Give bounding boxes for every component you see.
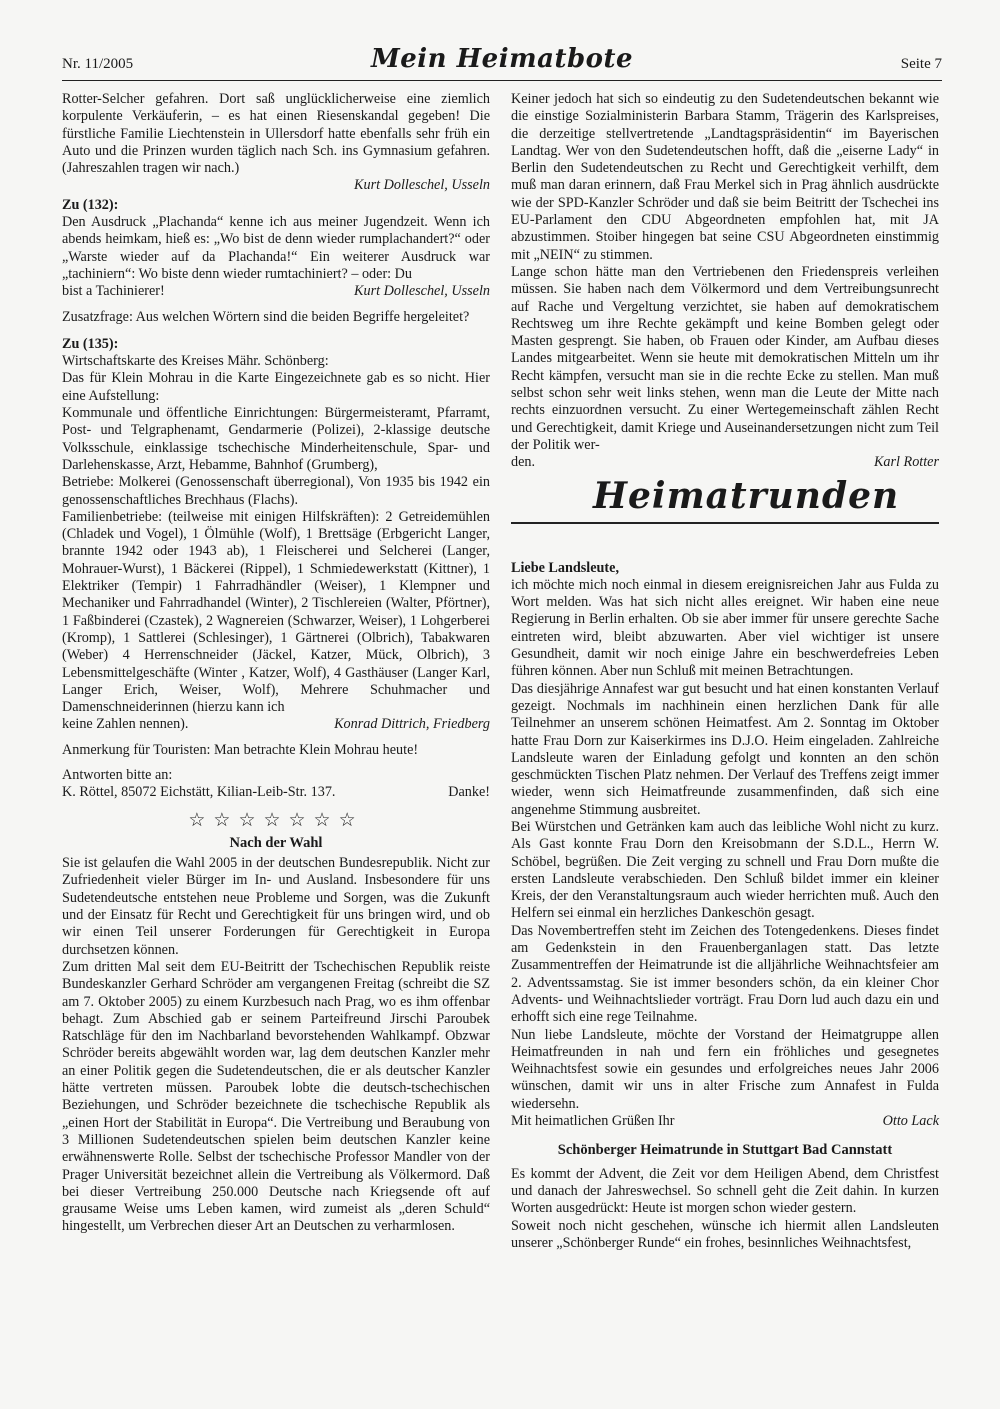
paragraph: Rotter-Selcher gefahren. Dort saß unglücklicherweise eine ziemlich korpulente Verkäuferin, – es hat einen Riesenskandal gegeben! Die fürstliche Familie Liechtenstein in Ullersdorf hatte ebenfalls sehr früh ein Auto und die Prinzen wurden täglich nach Sch. ins Gymnasium gefahren. (Jahreszahlen tragen wir nach.) xyxy=(62,91,490,177)
paragraph: Kommunale und öffentliche Einrichtungen: Bürgermeisteramt, Pfarramt, Post- und Telgraphenamt, Gendarmerie (Polizei), 2-klassige deutsche Volksschule, einklassige tschechische Minderheitenschule, Spar- und Darlehenskasse, Arzt, Hebamme, Bahnhof (Grumberg), xyxy=(62,405,490,473)
paragraph: Anmerkung für Touristen: Man betrachte Klein Mohrau heute! xyxy=(62,741,419,758)
right-column xyxy=(511,91,939,1252)
signature-row xyxy=(62,283,490,300)
page-header xyxy=(62,44,942,84)
paragraph: Bei Würstchen und Getränken kam auch das leibliche Wohl nicht zu kurz. Als Gast konnte Frau Dorn den Kreisobmann der S.D.L., Herrn W. Schöbel, begrüßen. Die Zeit verging zu schnell und Frau Dorn mußte die ersten Landsleute verabschieden. Den Schluß bildet immer ein kleiner Kreis, der den Veranstaltungsraum auch wieder herrichten muß. Auch den Helfern sei einmal ein herzliches Dankeschön gesagt. xyxy=(511,818,939,922)
paragraph: Den Ausdruck „Plachanda“ kenne ich aus meiner Jugendzeit. Wenn ich abends heimkam, hieß es: „Wo bist de denn wieder rumplachandert?“ oder „Warste wieder auf da Plachanda!“ Ein weiterer Ausdruck war „tachiniern“: Wo biste denn wieder rumtachiniert? – oder: Du xyxy=(62,214,490,282)
banner-title: Heimatrunden xyxy=(593,474,900,517)
issue-number: Nr. 11/2005 xyxy=(62,56,134,72)
left-column xyxy=(62,91,490,1236)
paragraph: Antworten bitte an: xyxy=(62,766,173,783)
paragraph-end: keine Zahlen nennen). xyxy=(62,716,189,733)
article-title: Schönberger Heimatrunde in Stuttgart Bad Cannstatt xyxy=(557,1142,893,1159)
header-rule xyxy=(62,80,942,81)
paragraph: Es kommt der Advent, die Zeit vor dem Heiligen Abend, dem Christfest und danach der Jahreswechsel. So schnell geht die Zeit dahin. In kurzen Worten ausgedrückt: Heute ist morgen schon wieder gestern. xyxy=(511,1165,939,1217)
signature-row xyxy=(511,1113,939,1130)
section-banner xyxy=(511,474,939,546)
paragraph: Lange schon hätte man den Vertriebenen den Friedenspreis verleihen müssen. Sie haben nach dem Völkermord und dem Vertreibungsunrecht auf Rache und Vergeltung verzichtet, sie haben auf demokratischem Rechtsweg um ihre Rechte gekämpft und keine Bomben gelegt oder Masten gesprengt. Sie haben, ob Frauen oder Kinder, am Aufbau dieses Landes mitgearbeitet. Wenn sie heute mit demokratischen Mitteln um ihr Recht kämpfen, versucht man sie in die rechte Ecke zu stellen. Man muß selbst schon sehr weit links stehen, wenn man die Leute der Mitte nach rechts einzuordnen versucht. Zu einer Wertegemeinschaft zählen Recht und Gerechtigkeit, damit Kriege und Auseinandersetzungen nicht zum Teil der Politik wer- xyxy=(511,263,939,453)
paragraph: Keiner jedoch hat sich so eindeutig zu den Sudetendeutschen bekannt wie die einstige Sozialministerin Barbara Stamm, Trägerin des Karlspreises, die derzeitige stellvertretende „Landtagspräsidentin“ im Bayerischen Landtag. Wer von den Sudetendeutschen hofft, daß die „eiserne Lady“ in Berlin den Sudetendeutschen zu Recht und Gerechtigkeit verhilft, dem muß man daran erinnern, daß Frau Merkel sich in Prag ähnlich ausdrückte wie der SPD-Kanzler Schröder und daß sie beim Beitritt der Tschechei ins EU-Parlament den CDU Abgeordneten empfohlen hat, mit JA abzustimmen. Stoiber hingegen bat seine CSU Abgeordneten einstimmig mit „NEIN“ zu stimmen. xyxy=(511,91,939,263)
signature-row xyxy=(511,454,939,471)
paragraph: Zusatzfrage: Aus welchen Wörtern sind die beiden Begriffe hergeleitet? xyxy=(62,308,470,325)
star-divider: ☆☆☆☆☆☆☆ xyxy=(188,809,364,831)
closing: Mit heimatlichen Grüßen Ihr xyxy=(511,1113,675,1130)
section-heading: Zu (132): xyxy=(62,196,119,213)
signature: Kurt Dolleschel, Usseln xyxy=(354,177,490,194)
paragraph: Wirtschaftskarte des Kreises Mähr. Schönberg: xyxy=(62,353,329,370)
paragraph: Soweit noch nicht geschehen, wünsche ich hiermit allen Landsleuten unserer „Schönberger Runde“ ein frohes, besinnliches Weihnachtsfest, xyxy=(511,1217,939,1251)
paragraph: Betriebe: Molkerei (Genossenschaft überregional), Von 1935 bis 1942 ein genossenschaftliches Brechhaus (Flachs). xyxy=(62,474,490,508)
paragraph: Das Novembertreffen steht im Zeichen des Totengedenkens. Dieses findet am Gedenkstein in den Frauenberganlagen statt. Das letzte Zusammentreffen der Heimatrunde ist die alljährliche Weihnachtsfeier am 2. Adventssamstag. Sie ist immer besonders schön, da ein kleiner Chor Advents- und Weihnachtslieder vorträgt. Frau Dorn lud auch dazu ein und erhofft sich eine rege Teilnahme. xyxy=(511,922,939,1026)
address: K. Röttel, 85072 Eichstätt, Kilian-Leib-Str. 137. xyxy=(62,784,336,801)
paragraph-end: bist a Tachinierer! xyxy=(62,283,165,300)
page-number: Seite 7 xyxy=(900,56,942,72)
paragraph: Familienbetriebe: (teilweise mit einigen Hilfskräften): 2 Getreidemühlen (Chladek und Vogel), 1 Ölmühle (Wolf), 1 Brettsäge (Erbgericht Langer, brannte 1942 oder 1943 ab), 1 Fleischerei und Selcherei (Langer, Mohrauer-Wurst), 1 Bäckerei (Rippel), 1 Schmiedewerkstatt (Kittner), 1 Elektriker (Tempir) 1 Fahrradhändler (Weiser), 1 Klempner und Mechaniker und Fahrradhandel (Winter), 2 Tischlereien (Walter, Pförtner), 1 Faßbinderei (Czastek), 2 Wagnereien (Schwarzer, Weiser), 1 Lohgerberei (Kromp), 1 Sattlerei (Schlesinger), 1 Gärtnerei (Olbrich), Tabakwaren (Weber) 4 Herrenschneider (Jäckel, Katzer, Mück, Olbrich), 3 Lebensmittelgeschäfte (Winter , Katzer, Wolf), 4 Gasthäuser (Langer Karl, Langer Erich, Weiser, Wolf), Mehrere Schuhmacher und Damenschneiderinnen (hierzu kann ich xyxy=(62,508,490,716)
signature: Karl Rotter xyxy=(873,454,939,471)
paragraph-end: den. xyxy=(511,454,536,471)
thanks: Danke! xyxy=(448,784,490,801)
signature: Konrad Dittrich, Friedberg xyxy=(334,716,490,733)
banner-rule xyxy=(511,522,939,524)
paragraph: Zum dritten Mal seit dem EU-Beitritt der Tschechischen Republik reiste Bundeskanzler Gerhard Schröder am vergangenen Freitag (schreibt die SZ am 7. Oktober 2005) zu einem Kurzbesuch nach Prag, wo es ihm offenbar behagt. Zum Abschied gab er seinem Parteifreund Jirschi Paroubek Ratschläge für den im Nachbarland bevorstehenden Wahlkampf. Obzwar Schröder bereits abgewählt worden war, lag dem deutschen Kanzler mehr an einer Politik gegen die Sudetendeutschen, die er als deutscher Kanzler hätte vertreten müssen. Paroubek lobte die deutsch-tschechischen Beziehungen, und Schröder bezeichnete die tschechische Republik als „einen Hort der Stabilität in Europa“. Die Vertreibung und Beraubung von 3 Millionen Sudetendeutschen spielen beim deutschen Kanzler keine erwähnenswerte Rolle. Selbst der tschechische Professor Mandler von der Prager Universität bezeichnet allein die Vertreibung als Völkermord. Daß bei dieser Vertreibung 250.000 Deutsche nach Kriegsende oft auf grausame Weise ums Leben kamen, wird zumeist als „deren Schuld“ hingestellt, um Verbrechen dieser Art an Deutschen zu verharmlosen. xyxy=(62,958,490,1235)
signature-row xyxy=(62,716,490,733)
paragraph: Das diesjährige Annafest war gut besucht und hat einen konstanten Verlauf gezeigt. Nochmals im nachhinein einen herzlichen Dank für alle Teilnehmer an unserem schönen Heimatfest. Am 2. Sonntag im Oktober hatte Frau Dorn zur Kaiserkirmes ins D.J.O. Heim eingeladen. Zahlreiche Landsleute waren der Einladung gefolgt und konnten an den schön geschmückten Tischen Platz nehmen. Der Verlauf des Treffens zeigt immer wieder, wenn sich Heimatfreunde zusammenfinden, daß sich eine angenehme Stimmung ausbreitet. xyxy=(511,680,939,818)
section-heading: Zu (135): xyxy=(62,335,119,352)
signature: Kurt Dolleschel, Usseln xyxy=(354,283,490,300)
article-title: Nach der Wahl xyxy=(229,834,323,851)
address-row xyxy=(62,784,490,801)
masthead-title: Mein Heimatbote xyxy=(370,44,634,74)
paragraph: ich möchte mich noch einmal in diesem ereignisreichen Jahr aus Fulda zu Wort melden. Was hat sich nicht alles ereignet. Wir haben eine neue Regierung in Berlin erhalten. Ob sie aber immer für unsere gerechte Sache eintreten wird, bleibt abzuwarten. Aber viel wichtiger ist unsere Gesundheit, damit wir noch einige Jahre ein beschwerdefreies Leben führen können. Aber nun Schluß mit meinen Betrachtungen. xyxy=(511,576,939,680)
paragraph: Sie ist gelaufen die Wahl 2005 in der deutschen Bundesrepublik. Nicht zur Zufriedenheit vieler Bürger im In- und Ausland. Insbesondere für uns Sudetendeutsche entstehen neue Probleme und Sorgen, was die Zukunft und der Einsatz für Recht und Gerechtigkeit für uns bringen wird, und ob wir einen Teil unserer Forderungen für Gerechtigkeit in Europa durchsetzen können. xyxy=(62,855,490,958)
paragraph: Nun liebe Landsleute, möchte der Vorstand der Heimatgruppe allen Heimatfreunden in nah und fern ein fröhliches und gesegnetes Weihnachtsfest sowie ein gesundes und erfolgreiches neues Jahr 2006 wünschen, damit wir uns in alter Frische zum Annafest in Fulda wiedersehn. xyxy=(511,1026,939,1112)
greeting: Liebe Landsleute, xyxy=(511,559,619,576)
signature: Otto Lack xyxy=(882,1113,939,1130)
paragraph: Das für Klein Mohrau in die Karte Eingezeichnete gab es so nicht. Hier eine Aufstellung: xyxy=(62,370,490,404)
